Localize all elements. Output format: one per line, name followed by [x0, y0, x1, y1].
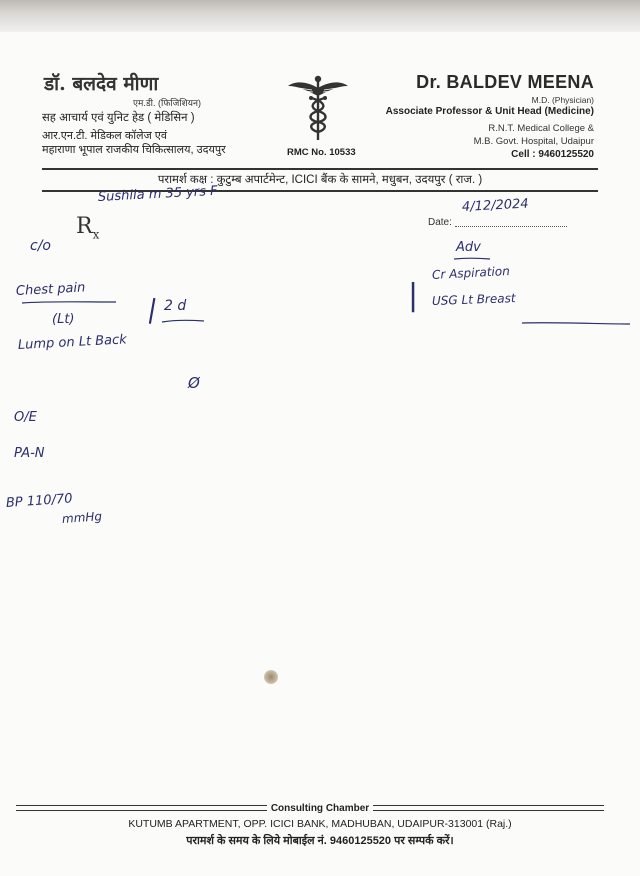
header-rule-top — [42, 168, 598, 170]
scan-shadow — [0, 0, 640, 32]
college-english: R.N.T. Medical College & — [488, 123, 594, 134]
hospital-english: M.B. Govt. Hospital, Udaipur — [473, 136, 594, 147]
paper-stain — [264, 670, 278, 684]
doctor-title-hindi: सह आचार्य एवं युनिट हेड ( मेडिसिन ) — [42, 112, 195, 124]
footer-contact: परामर्श के समय के लिये मोबाईल नं. 9460125520 पर सम्पर्क करें। — [186, 835, 454, 847]
date-line — [455, 226, 567, 227]
college-hindi: आर.एन.टी. मेडिकल कॉलेज एवं — [42, 130, 167, 142]
doctor-title-english: Associate Professor & Unit Head (Medicine) — [385, 106, 594, 117]
exam-label: O/E — [14, 410, 37, 425]
history-symbol: Ø — [188, 374, 200, 392]
complaints-label: c/o — [30, 238, 51, 254]
complaint-chest-pain: Chest pain — [15, 280, 86, 299]
advice-bracket: | — [408, 278, 419, 313]
footer-label: Consulting Chamber — [0, 803, 640, 814]
advice-item-2: USG Lt Breast — [431, 291, 516, 308]
rx-symbol: $R_x$ — [76, 214, 100, 242]
doctor-name-english: Dr. BALDEV MEENA — [416, 72, 594, 92]
rmc-number: RMC No. 10533 — [287, 147, 356, 158]
caduceus-icon — [286, 74, 350, 142]
complaint-duration: 2 d — [164, 298, 187, 314]
doctor-degree-hindi: एम.डी. (फिजिशियन) — [133, 98, 201, 108]
complaint-side: (Lt) — [52, 312, 75, 327]
footer-address: KUTUMB APARTMENT, OPP. ICICI BANK, MADHUBAN, UDAIPUR-313001 (Raj.) — [128, 818, 512, 830]
consulting-address-hindi: परामर्श कक्ष : कुटुम्ब अपार्टमेन्ट, ICICI बैंक के सामने, मधुबन, उदयपुर ( राज. ) — [157, 174, 483, 186]
doctor-degree-english: M.D. (Physician) — [531, 95, 594, 105]
cell-number: Cell : 9460125520 — [511, 149, 594, 160]
handwritten-date: 4/12/2024 — [461, 196, 529, 215]
complaint-lump: Lump on Lt Back — [17, 332, 128, 353]
exam-findings: PA-N — [14, 446, 45, 461]
advice-underline — [452, 256, 492, 262]
patient-details: Sushila m 35 yrs F — [97, 183, 218, 205]
blood-pressure: BP 110/70 — [5, 491, 73, 511]
date-label: Date: — [428, 217, 452, 228]
duration-underline — [160, 318, 206, 324]
blood-pressure-unit: mmHg — [61, 509, 103, 526]
advice-item-1: Cr Aspiration — [431, 263, 511, 282]
advice-tail-line — [520, 318, 632, 328]
advice-label: Adv — [456, 240, 481, 255]
hospital-hindi: महाराणा भूपाल राजकीय चिकित्सालय, उदयपुर — [42, 144, 226, 156]
doctor-name-hindi: डॉ. बलदेव मीणा — [44, 73, 159, 95]
complaint-bracket: | — [145, 294, 160, 326]
complaint-underline — [20, 300, 120, 306]
